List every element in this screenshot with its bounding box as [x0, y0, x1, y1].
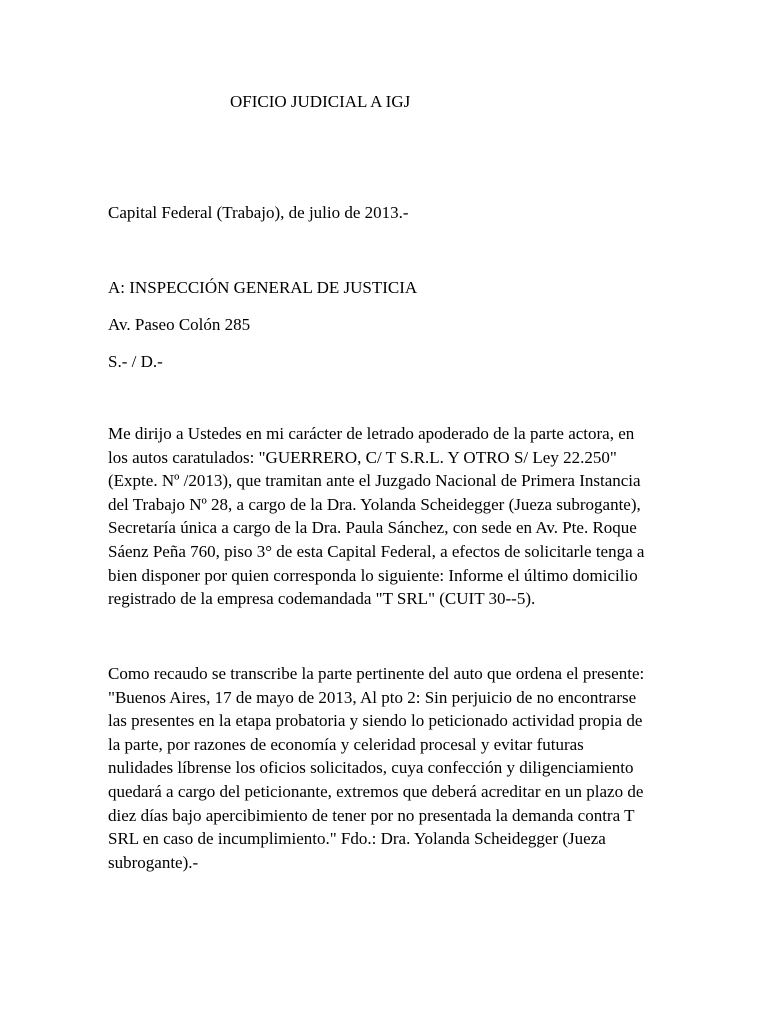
paragraph-line: Como recaudo se transcribe la parte pertinente del auto que ordena el presente:	[108, 664, 645, 683]
paragraph-transcription	[108, 662, 644, 874]
paragraph-line: la parte, por razones de economía y celeridad procesal y evitar futuras	[108, 734, 584, 754]
paragraph-line: del Trabajo Nº 28, a cargo de la Dra. Yolanda Scheidegger (Jueza subrogante),	[108, 494, 641, 514]
paragraph-line: "Buenos Aires, 17 de mayo de 2013, Al pto 2: Sin perjuicio de no encontrarse	[108, 687, 637, 707]
paragraph-line: las presentes en la etapa probatoria y siendo lo peticionado actividad propia de	[108, 711, 643, 731]
address-line: Av. Paseo Colón 285	[108, 315, 251, 334]
paragraph-line: diez días bajo apercibimiento de tener por no presentada la demanda contra T	[108, 805, 635, 825]
paragraph-line: SRL en caso de incumplimiento." Fdo.: Dra. Yolanda Scheidegger (Jueza	[108, 829, 606, 849]
paragraph-line: quedará a cargo del peticionante, extremos que deberá acreditar en un plazo de	[108, 781, 644, 801]
paragraph-line: subrogante).-	[108, 852, 199, 872]
document-title: OFICIO JUDICIAL A IGJ	[230, 92, 411, 111]
date-line: Capital Federal (Trabajo), de julio de 2013.-	[108, 203, 409, 222]
closing-line: S.- / D.-	[108, 352, 163, 371]
paragraph-line: nulidades líbrense los oficios solicitados, cuya confección y diligenciamiento	[108, 758, 634, 778]
paragraph-line: registrado de la empresa codemandada "T SRL" (CUIT 30--5).	[108, 589, 536, 609]
paragraph-line: Sáenz Peña 760, piso 3° de esta Capital Federal, a efectos de solicitarle tenga a	[108, 541, 645, 561]
paragraph-line: los autos caratulados: "GUERRERO, C/ T S.R.L. Y OTRO S/ Ley 22.250"	[108, 447, 617, 467]
paragraph-line: Me dirijo a Ustedes en mi carácter de letrado apoderado de la parte actora, en	[108, 424, 635, 443]
paragraph-line: bien disponer por quien corresponda lo siguiente: Informe el último domicilio	[108, 565, 638, 585]
paragraph-line: Secretaría única a cargo de la Dra. Paula Sánchez, con sede en Av. Pte. Roque	[108, 518, 637, 538]
addressee-line: A: INSPECCIÓN GENERAL DE JUSTICIA	[108, 278, 418, 297]
paragraph-line: (Expte. Nº /2013), que tramitan ante el Juzgado Nacional de Primera Instancia	[108, 471, 641, 491]
paragraph-request	[108, 422, 644, 611]
